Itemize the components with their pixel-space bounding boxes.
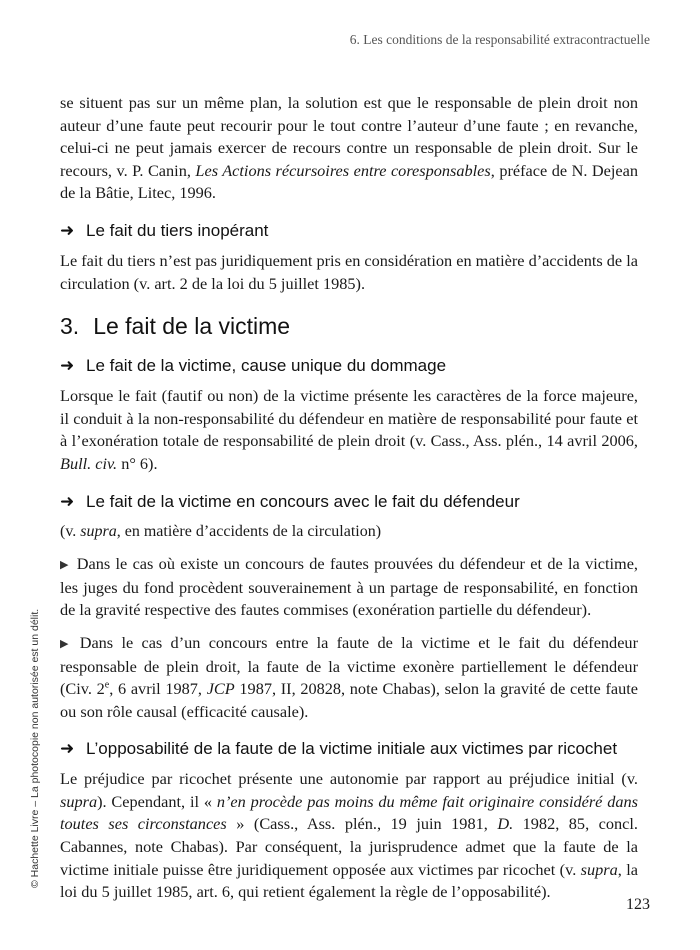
concours-reference: (v. supra, en matière d’accidents de la circulation) xyxy=(60,522,382,540)
triangle-bullet-icon: ▶ xyxy=(60,559,70,572)
opposabilite-paragraph: Le préjudice par ricochet présente une autonomie par rapport au préjudice initial (v. supra). Cependant, il « n’en procède pas moins du même fait originaire considéré dans toutes ses circonstances » (Cass., Ass. plén., 19 juin 1981, D. 1982, 85, concl. Cabannes, note Chabas). Par conséquent, la jurisprudence admet que la faute de la victime initiale puisse être juridiquement opposée aux victimes par ricochet (v. supra, la loi du 5 juillet 1985, art. 6, qui retient également la règle de l’opposabilité). xyxy=(60,769,639,902)
heading-opposabilite: ➜ L’opposabilité de la faute de la victime initiale aux victimes par ricochet xyxy=(60,739,618,759)
copyright-notice: © Hachette Livre – La photocopie non autorisée est un délit. xyxy=(29,608,41,888)
arrow-right-icon: ➜ xyxy=(60,356,75,376)
heading-concours: ➜ Le fait de la victime en concours avec le fait du défendeur xyxy=(60,491,520,511)
page-number: 123 xyxy=(626,896,650,913)
arrow-right-icon: ➜ xyxy=(60,739,75,759)
heading-cause-unique: ➜ Le fait de la victime, cause unique du dommage xyxy=(60,356,447,376)
concours-bullet-2: ▶ Dans le cas d’un concours entre la faute de la victime et le fait du défendeur responsable de plein droit, la faute de la victime exonère partiellement le défendeur (Civ. 2e, 6 avril 1987, JCP 1987, II, 20828, note Chabas), selon la gravité de cette faute ou son rôle causal (efficacité causale). xyxy=(60,632,639,721)
section-title: 3. Le fait de la victime xyxy=(60,313,291,340)
fait-tiers-paragraph: Le fait du tiers n’est pas juridiquement pris en considération en matière d’accidents de la circulation (v. art. 2 de la loi du 5 juillet 1985). xyxy=(60,250,638,293)
concours-bullet-1: ▶ Dans le cas où existe un concours de fautes prouvées du défendeur et de la victime, les juges du fond procèdent souverainement à un partage de responsabilité, en fonction de la gravité respective des fautes commises (exonération partielle du défendeur). xyxy=(60,554,638,620)
heading-fait-tiers: ➜ Le fait du tiers inopérant xyxy=(60,220,269,240)
page-body xyxy=(60,92,638,914)
arrow-right-icon: ➜ xyxy=(60,220,75,240)
running-head: 6. Les conditions de la responsabilité extracontractuelle xyxy=(349,32,650,47)
triangle-bullet-icon: ▶ xyxy=(60,637,73,650)
arrow-right-icon: ➜ xyxy=(60,491,75,511)
cause-unique-paragraph: Lorsque le fait (fautif ou non) de la victime présente les caractères de la force majeure, il conduit à la non-responsabilité du défendeur en matière de responsabilité pour faute et à l’exonération totale de responsabilité de plein droit (v. Cass., Ass. plén., 14 avril 2006, Bull. civ. n° 6). xyxy=(60,386,638,473)
intro-paragraph: se situent pas sur un même plan, la solution est que le responsable de plein droit non auteur d’une faute peut recourir pour le tout contre l’auteur d’une faute ; en revanche, celui-ci ne peut jamais exercer de recours contre un responsable de plein droit. Sur le recours, v. P. Canin, Les Actions récursoires entre coresponsables, préface de N. Dejean de la Bâtie, Litec, 1996. xyxy=(60,93,638,203)
